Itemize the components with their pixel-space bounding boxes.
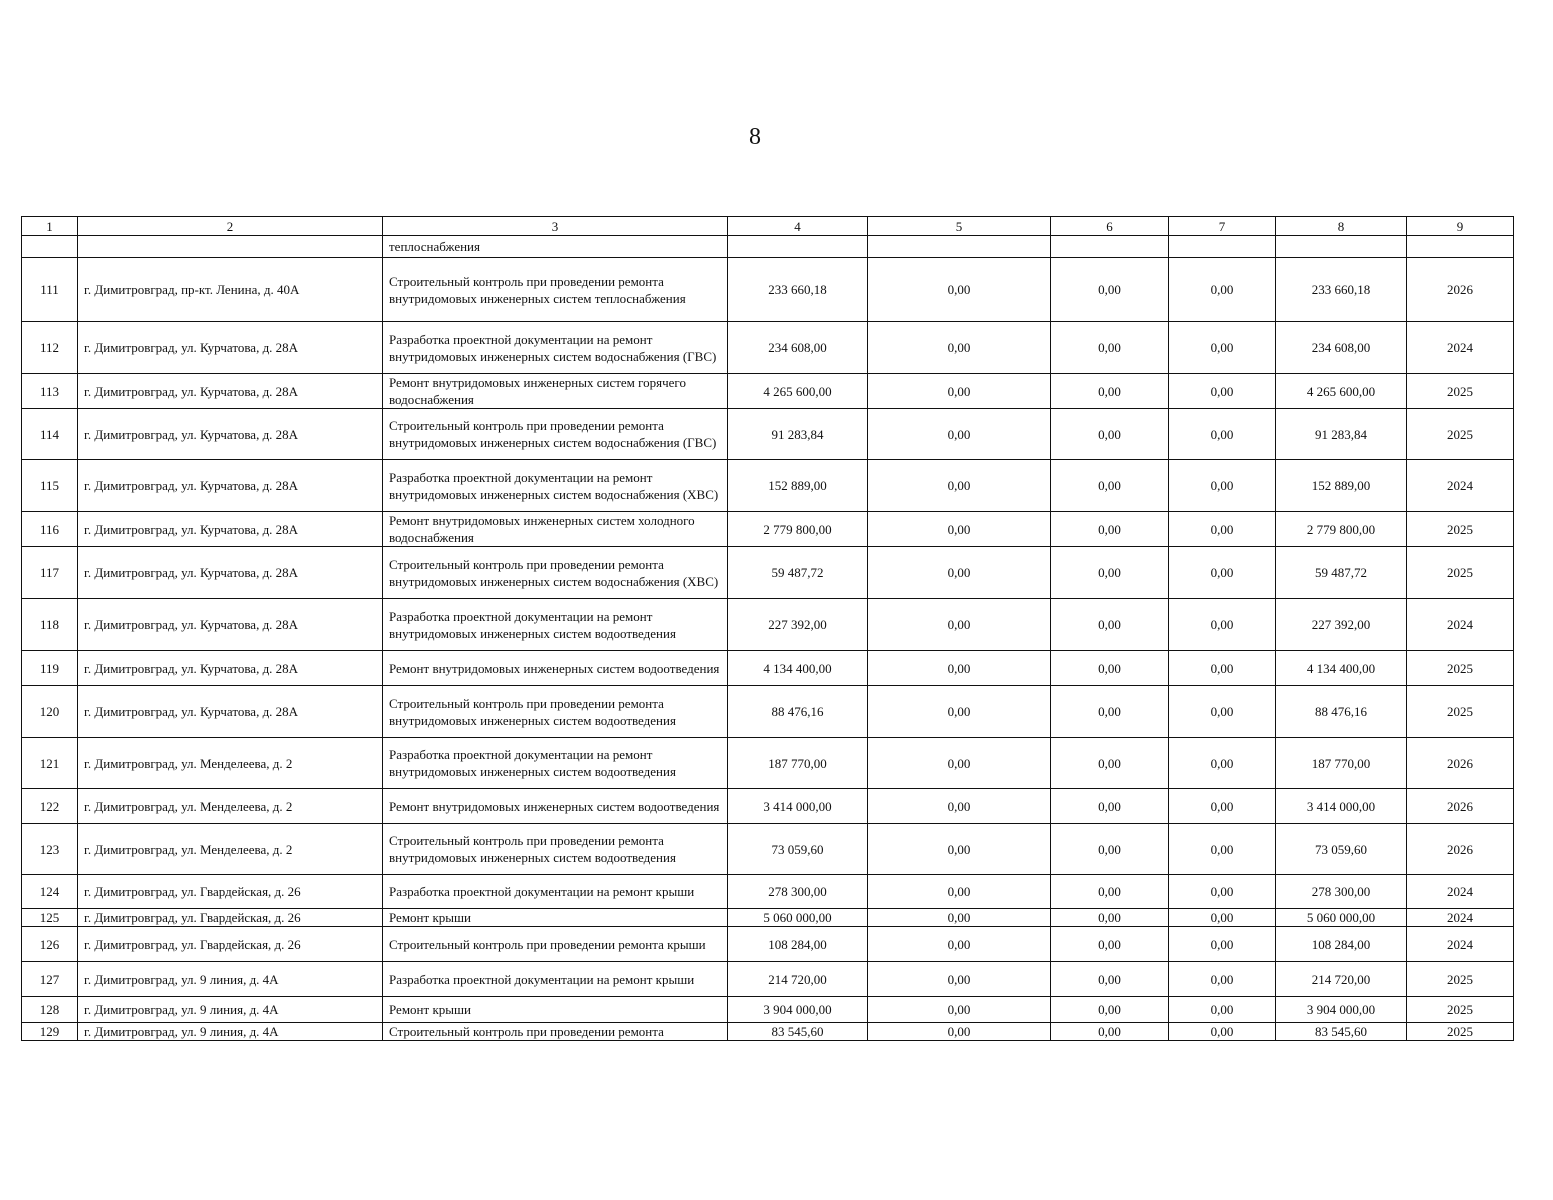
cell-address [78,236,383,258]
cell-col-6: 0,00 [1051,875,1169,909]
cell-col-8: 233 660,18 [1276,258,1407,322]
cell-address: г. Димитровград, ул. Курчатова, д. 28А [78,374,383,409]
cell-col-7: 0,00 [1169,322,1276,374]
cell-work-type: Разработка проектной документации на ремонт крыши [383,962,728,997]
cell-col-9: 2025 [1407,997,1514,1023]
cell-col-4: 2 779 800,00 [728,512,868,547]
cell-number: 119 [22,651,78,686]
cell-address: г. Димитровград, ул. Курчатова, д. 28А [78,322,383,374]
cell-col-9: 2025 [1407,962,1514,997]
cell-col-8: 5 060 000,00 [1276,909,1407,927]
column-header: 4 [728,217,868,236]
cell-address: г. Димитровград, ул. Курчатова, д. 28А [78,460,383,512]
cell-col-5: 0,00 [868,547,1051,599]
cell-col-6: 0,00 [1051,409,1169,460]
cell-col-6: 0,00 [1051,460,1169,512]
cell-col-5: 0,00 [868,789,1051,824]
cell-col-4: 233 660,18 [728,258,868,322]
cell-col-9: 2026 [1407,789,1514,824]
cell-col-6: 0,00 [1051,258,1169,322]
cell-col-7: 0,00 [1169,512,1276,547]
cell-work-type: Разработка проектной документации на ремонт внутридомовых инженерных систем водоотведения [383,738,728,789]
cell-col-8: 152 889,00 [1276,460,1407,512]
cell-col-7: 0,00 [1169,651,1276,686]
cell-col-6: 0,00 [1051,738,1169,789]
cell-number: 123 [22,824,78,875]
cell-col-6: 0,00 [1051,1023,1169,1041]
cell-col-8: 278 300,00 [1276,875,1407,909]
cell-work-type: Строительный контроль при проведении ремонта внутридомовых инженерных систем водоотведения [383,824,728,875]
cell-col-7: 0,00 [1169,258,1276,322]
cell-work-type: Строительный контроль при проведении ремонта внутридомовых инженерных систем водоснабжения (ГВС) [383,409,728,460]
cell-col-7: 0,00 [1169,875,1276,909]
cell-col-4: 4 134 400,00 [728,651,868,686]
column-header: 1 [22,217,78,236]
cell-number: 128 [22,997,78,1023]
cell-work-type: Разработка проектной документации на ремонт крыши [383,875,728,909]
cell-col-9: 2025 [1407,374,1514,409]
cell-col-7: 0,00 [1169,824,1276,875]
cell-col-8: 83 545,60 [1276,1023,1407,1041]
cell-work-type: Строительный контроль при проведении ремонта внутридомовых инженерных систем водоотведения [383,686,728,738]
cell-col-8: 3 414 000,00 [1276,789,1407,824]
cell-col-6 [1051,236,1169,258]
table-row [22,997,1514,1023]
cell-number: 115 [22,460,78,512]
cell-number [22,236,78,258]
cell-address: г. Димитровград, ул. Курчатова, д. 28А [78,599,383,651]
table-row [22,651,1514,686]
cell-number: 121 [22,738,78,789]
cell-col-9: 2024 [1407,909,1514,927]
cell-col-4 [728,236,868,258]
cell-col-6: 0,00 [1051,997,1169,1023]
cell-col-4: 108 284,00 [728,927,868,962]
table-row [22,738,1514,789]
cell-address: г. Димитровград, ул. Менделеева, д. 2 [78,738,383,789]
cell-col-6: 0,00 [1051,512,1169,547]
cell-address: г. Димитровград, ул. Курчатова, д. 28А [78,651,383,686]
cell-col-4: 152 889,00 [728,460,868,512]
cell-col-9: 2024 [1407,322,1514,374]
cell-col-6: 0,00 [1051,599,1169,651]
cell-col-7: 0,00 [1169,460,1276,512]
cell-col-7: 0,00 [1169,1023,1276,1041]
cell-col-8: 108 284,00 [1276,927,1407,962]
cell-col-8: 2 779 800,00 [1276,512,1407,547]
cell-number: 120 [22,686,78,738]
cell-work-type: Разработка проектной документации на ремонт внутридомовых инженерных систем водоснабжения (ХВС) [383,460,728,512]
cell-col-9: 2024 [1407,599,1514,651]
cell-col-9: 2024 [1407,875,1514,909]
cell-col-4: 73 059,60 [728,824,868,875]
table-body [22,236,1514,1041]
table-row [22,686,1514,738]
table-row [22,875,1514,909]
cell-col-7: 0,00 [1169,997,1276,1023]
table-row [22,512,1514,547]
cell-col-6: 0,00 [1051,909,1169,927]
cell-address: г. Димитровград, ул. Гвардейская, д. 26 [78,927,383,962]
cell-col-4: 227 392,00 [728,599,868,651]
cell-col-9 [1407,236,1514,258]
cell-col-8: 227 392,00 [1276,599,1407,651]
cell-col-6: 0,00 [1051,374,1169,409]
cell-col-5: 0,00 [868,374,1051,409]
cell-col-6: 0,00 [1051,686,1169,738]
cell-col-9: 2025 [1407,651,1514,686]
cell-address: г. Димитровград, ул. Гвардейская, д. 26 [78,909,383,927]
cell-col-6: 0,00 [1051,547,1169,599]
cell-address: г. Димитровград, ул. 9 линия, д. 4А [78,1023,383,1041]
column-header: 6 [1051,217,1169,236]
cell-col-7: 0,00 [1169,927,1276,962]
cell-col-4: 88 476,16 [728,686,868,738]
cell-col-9: 2024 [1407,927,1514,962]
cell-number: 124 [22,875,78,909]
cell-col-4: 214 720,00 [728,962,868,997]
cell-col-5: 0,00 [868,651,1051,686]
cell-col-7: 0,00 [1169,409,1276,460]
cell-work-type: Разработка проектной документации на ремонт внутридомовых инженерных систем водоотведения [383,599,728,651]
cell-col-4: 3 414 000,00 [728,789,868,824]
table-row [22,374,1514,409]
cell-col-6: 0,00 [1051,824,1169,875]
cell-col-5: 0,00 [868,962,1051,997]
cell-col-5: 0,00 [868,258,1051,322]
cell-address: г. Димитровград, ул. 9 линия, д. 4А [78,997,383,1023]
cell-col-4: 3 904 000,00 [728,997,868,1023]
cell-address: г. Димитровград, ул. Менделеева, д. 2 [78,824,383,875]
cell-work-type: теплоснабжения [383,236,728,258]
cell-number: 114 [22,409,78,460]
cell-col-7 [1169,236,1276,258]
cell-number: 116 [22,512,78,547]
cell-col-6: 0,00 [1051,927,1169,962]
cell-col-6: 0,00 [1051,962,1169,997]
cell-col-7: 0,00 [1169,962,1276,997]
cell-col-8: 59 487,72 [1276,547,1407,599]
table-row [22,962,1514,997]
cell-work-type: Ремонт крыши [383,909,728,927]
table-row [22,409,1514,460]
cell-col-5 [868,236,1051,258]
cell-work-type: Ремонт внутридомовых инженерных систем водоотведения [383,789,728,824]
table-row [22,460,1514,512]
cell-address: г. Димитровград, ул. 9 линия, д. 4А [78,962,383,997]
cell-col-4: 278 300,00 [728,875,868,909]
cell-col-9: 2024 [1407,460,1514,512]
cell-col-5: 0,00 [868,824,1051,875]
cell-col-4: 59 487,72 [728,547,868,599]
cell-col-5: 0,00 [868,875,1051,909]
cell-col-8 [1276,236,1407,258]
column-header: 5 [868,217,1051,236]
cell-number: 113 [22,374,78,409]
repair-plan-table [21,216,1514,1041]
cell-address: г. Димитровград, ул. Курчатова, д. 28А [78,547,383,599]
cell-work-type: Ремонт крыши [383,997,728,1023]
column-header: 2 [78,217,383,236]
cell-col-7: 0,00 [1169,738,1276,789]
cell-col-7: 0,00 [1169,909,1276,927]
cell-work-type: Ремонт внутридомовых инженерных систем холодного водоснабжения [383,512,728,547]
cell-number: 129 [22,1023,78,1041]
cell-col-8: 4 134 400,00 [1276,651,1407,686]
column-header: 9 [1407,217,1514,236]
cell-number: 126 [22,927,78,962]
cell-col-8: 91 283,84 [1276,409,1407,460]
cell-col-7: 0,00 [1169,547,1276,599]
cell-col-4: 187 770,00 [728,738,868,789]
cell-col-9: 2025 [1407,512,1514,547]
cell-col-8: 234 608,00 [1276,322,1407,374]
table-row [22,824,1514,875]
cell-col-8: 73 059,60 [1276,824,1407,875]
cell-col-4: 83 545,60 [728,1023,868,1041]
cell-col-9: 2025 [1407,686,1514,738]
cell-col-9: 2025 [1407,409,1514,460]
cell-col-4: 91 283,84 [728,409,868,460]
cell-work-type: Строительный контроль при проведении ремонта крыши [383,927,728,962]
cell-work-type: Разработка проектной документации на ремонт внутридомовых инженерных систем водоснабжения (ГВС) [383,322,728,374]
table-row [22,1023,1514,1041]
cell-number: 111 [22,258,78,322]
cell-col-9: 2026 [1407,258,1514,322]
cell-number: 127 [22,962,78,997]
cell-col-7: 0,00 [1169,686,1276,738]
cell-work-type: Ремонт внутридомовых инженерных систем водоотведения [383,651,728,686]
cell-col-7: 0,00 [1169,789,1276,824]
column-header: 8 [1276,217,1407,236]
table-row [22,322,1514,374]
cell-col-5: 0,00 [868,1023,1051,1041]
table-row [22,909,1514,927]
column-header: 7 [1169,217,1276,236]
cell-work-type: Строительный контроль при проведении ремонта внутридомовых инженерных систем водоснабжения (ХВС) [383,547,728,599]
cell-col-8: 3 904 000,00 [1276,997,1407,1023]
table-row [22,789,1514,824]
cell-col-7: 0,00 [1169,599,1276,651]
column-header: 3 [383,217,728,236]
cell-number: 122 [22,789,78,824]
cell-col-5: 0,00 [868,909,1051,927]
cell-col-6: 0,00 [1051,322,1169,374]
cell-col-7: 0,00 [1169,374,1276,409]
cell-address: г. Димитровград, ул. Гвардейская, д. 26 [78,875,383,909]
cell-address: г. Димитровград, пр-кт. Ленина, д. 40А [78,258,383,322]
cell-col-5: 0,00 [868,409,1051,460]
cell-col-4: 234 608,00 [728,322,868,374]
cell-col-8: 4 265 600,00 [1276,374,1407,409]
cell-col-5: 0,00 [868,599,1051,651]
cell-col-5: 0,00 [868,927,1051,962]
header-row [22,217,1514,236]
table-row [22,258,1514,322]
cell-number: 112 [22,322,78,374]
table-row [22,927,1514,962]
cell-number: 125 [22,909,78,927]
cell-col-4: 5 060 000,00 [728,909,868,927]
cell-col-5: 0,00 [868,322,1051,374]
cell-col-8: 88 476,16 [1276,686,1407,738]
cell-col-9: 2025 [1407,1023,1514,1041]
cell-address: г. Димитровград, ул. Менделеева, д. 2 [78,789,383,824]
cell-col-8: 187 770,00 [1276,738,1407,789]
cell-col-5: 0,00 [868,512,1051,547]
page-number: 8 [749,124,761,150]
cell-col-5: 0,00 [868,997,1051,1023]
cell-address: г. Димитровград, ул. Курчатова, д. 28А [78,512,383,547]
cell-col-9: 2026 [1407,738,1514,789]
cell-col-5: 0,00 [868,686,1051,738]
cell-col-9: 2026 [1407,824,1514,875]
table-row [22,547,1514,599]
cell-number: 117 [22,547,78,599]
continuation-row [22,236,1514,258]
cell-number: 118 [22,599,78,651]
cell-col-8: 214 720,00 [1276,962,1407,997]
cell-col-5: 0,00 [868,738,1051,789]
cell-col-9: 2025 [1407,547,1514,599]
cell-work-type: Строительный контроль при проведении ремонта [383,1023,728,1041]
cell-work-type: Строительный контроль при проведении ремонта внутридомовых инженерных систем теплоснабжения [383,258,728,322]
cell-col-5: 0,00 [868,460,1051,512]
cell-col-6: 0,00 [1051,651,1169,686]
cell-address: г. Димитровград, ул. Курчатова, д. 28А [78,409,383,460]
table-row [22,599,1514,651]
cell-col-4: 4 265 600,00 [728,374,868,409]
cell-address: г. Димитровград, ул. Курчатова, д. 28А [78,686,383,738]
cell-work-type: Ремонт внутридомовых инженерных систем горячего водоснабжения [383,374,728,409]
cell-col-6: 0,00 [1051,789,1169,824]
